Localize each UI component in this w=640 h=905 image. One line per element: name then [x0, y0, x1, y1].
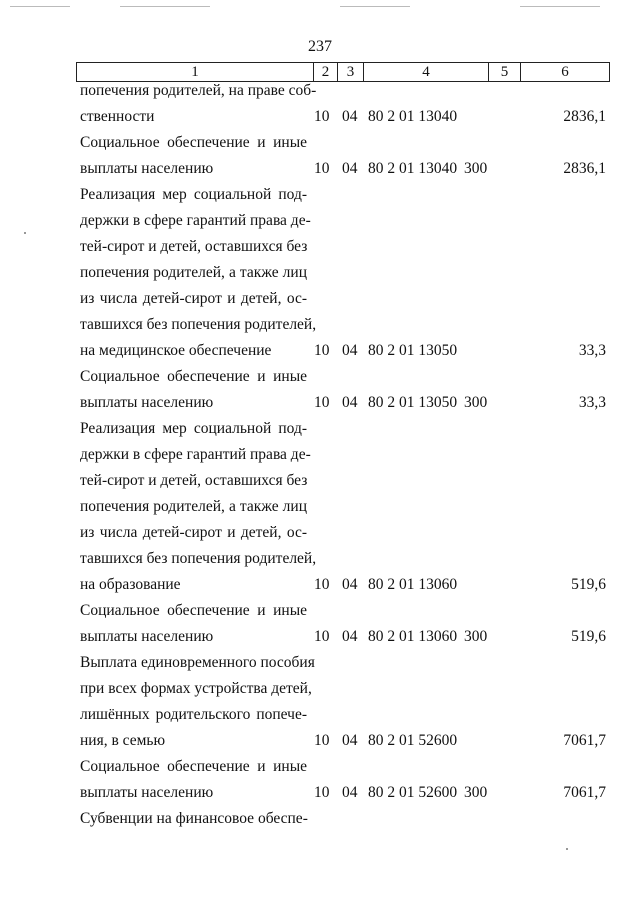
table-row	[0, 156, 640, 182]
cell-c3: 04	[342, 394, 358, 411]
row-description: Субвенции на финансовое обеспе-	[80, 810, 308, 827]
cell-c2: 10	[314, 784, 330, 801]
row-description: тей-сирот и детей, оставшихся без	[80, 238, 308, 255]
cell-c6: 7061,7	[563, 784, 606, 801]
cell-c6: 7061,7	[563, 732, 606, 749]
scan-speck	[566, 848, 568, 850]
table-row	[0, 208, 640, 234]
row-description: на медицинское обеспечение	[80, 342, 272, 359]
cell-c4: 80 2 01 13040	[368, 108, 458, 125]
table-row	[0, 546, 640, 572]
table-row	[0, 494, 640, 520]
table-row	[0, 702, 640, 728]
row-description: из числа детей-сирот и детей, ос-	[80, 290, 307, 307]
table-row	[0, 780, 640, 806]
cell-c6: 33,3	[578, 394, 606, 411]
row-description: попечения родителей, а также лиц	[80, 264, 307, 281]
cell-c2: 10	[314, 160, 330, 177]
cell-c4: 80 2 01 13060	[368, 576, 458, 593]
cell-c2: 10	[314, 108, 330, 125]
column-header-2: 2	[314, 63, 338, 81]
table-row	[0, 312, 640, 338]
row-description: тавшихся без попечения родителей,	[80, 550, 317, 567]
row-description: ния, в семью	[80, 732, 166, 749]
table-row	[0, 416, 640, 442]
row-description: тей-сирот и детей, оставшихся без	[80, 472, 308, 489]
table-row	[0, 182, 640, 208]
row-description: лишённых родительского попече-	[80, 706, 307, 723]
row-description: Социальное обеспечение и иные	[80, 368, 307, 385]
cell-c4: 80 2 01 13050	[368, 394, 458, 411]
column-header-4: 4	[364, 63, 489, 81]
cell-c5: 300	[464, 160, 488, 177]
column-header-5: 5	[489, 63, 521, 81]
row-description: попечения родителей, на праве соб-	[80, 82, 317, 99]
table-row	[0, 130, 640, 156]
table-row	[0, 104, 640, 130]
table-body	[0, 78, 640, 832]
cell-c6: 2836,1	[563, 160, 606, 177]
row-description: выплаты населению	[80, 784, 214, 801]
cell-c3: 04	[342, 576, 358, 593]
cell-c2: 10	[314, 732, 330, 749]
cell-c2: 10	[314, 342, 330, 359]
column-header-3: 3	[338, 63, 364, 81]
table-row	[0, 806, 640, 832]
row-description: выплаты населению	[80, 160, 214, 177]
row-description: выплаты населению	[80, 394, 214, 411]
row-description: при всех формах устройства детей,	[80, 680, 312, 697]
row-description: из числа детей-сирот и детей, ос-	[80, 524, 307, 541]
cell-c3: 04	[342, 628, 358, 645]
table-row	[0, 338, 640, 364]
cell-c5: 300	[464, 784, 488, 801]
cell-c4: 80 2 01 13050	[368, 342, 458, 359]
scan-artifact	[520, 6, 600, 7]
table-row	[0, 650, 640, 676]
cell-c6: 519,6	[571, 628, 606, 645]
scan-artifact	[10, 6, 70, 7]
table-row	[0, 260, 640, 286]
table-row	[0, 234, 640, 260]
row-description: выплаты населению	[80, 628, 214, 645]
row-description: держки в сфере гарантий права де-	[80, 212, 311, 229]
cell-c4: 80 2 01 52600	[368, 732, 458, 749]
cell-c5: 300	[464, 394, 488, 411]
scan-artifact	[340, 6, 410, 7]
row-description: тавшихся без попечения родителей,	[80, 316, 317, 333]
row-description: попечения родителей, а также лиц	[80, 498, 307, 515]
cell-c4: 80 2 01 13040	[368, 160, 458, 177]
row-description: Социальное обеспечение и иные	[80, 758, 307, 775]
column-header-6: 6	[561, 64, 569, 80]
row-description: на образование	[80, 576, 181, 593]
table-row	[0, 520, 640, 546]
table-row	[0, 468, 640, 494]
cell-c3: 04	[342, 108, 358, 125]
cell-c3: 04	[342, 160, 358, 177]
table-row	[0, 390, 640, 416]
table-row	[0, 624, 640, 650]
scan-artifact	[120, 6, 210, 7]
cell-c3: 04	[342, 732, 358, 749]
table-row	[0, 728, 640, 754]
table-row	[0, 572, 640, 598]
table-row	[0, 598, 640, 624]
cell-c4: 80 2 01 52600	[368, 784, 458, 801]
row-description: Реализация мер социальной под-	[80, 186, 307, 203]
page-number: 237	[308, 38, 332, 55]
row-description: держки в сфере гарантий права де-	[80, 446, 311, 463]
column-header-1: 1	[77, 63, 314, 81]
row-description: Выплата единовременного пособия	[80, 654, 315, 671]
cell-c6: 33,3	[578, 342, 606, 359]
row-description: Реализация мер социальной под-	[80, 420, 307, 437]
cell-c6: 519,6	[571, 576, 606, 593]
scan-speck	[24, 232, 26, 234]
table-row	[0, 364, 640, 390]
cell-c3: 04	[342, 342, 358, 359]
cell-c5: 300	[464, 628, 488, 645]
cell-c3: 04	[342, 784, 358, 801]
cell-c2: 10	[314, 394, 330, 411]
row-description: Социальное обеспечение и иные	[80, 602, 307, 619]
row-description: Социальное обеспечение и иные	[80, 134, 307, 151]
table-row	[0, 754, 640, 780]
row-description: ственности	[80, 108, 155, 125]
cell-c4: 80 2 01 13060	[368, 628, 458, 645]
cell-c2: 10	[314, 576, 330, 593]
cell-c2: 10	[314, 628, 330, 645]
cell-c6: 2836,1	[563, 108, 606, 125]
table-row	[0, 78, 640, 104]
table-row	[0, 286, 640, 312]
table-row	[0, 676, 640, 702]
table-row	[0, 442, 640, 468]
